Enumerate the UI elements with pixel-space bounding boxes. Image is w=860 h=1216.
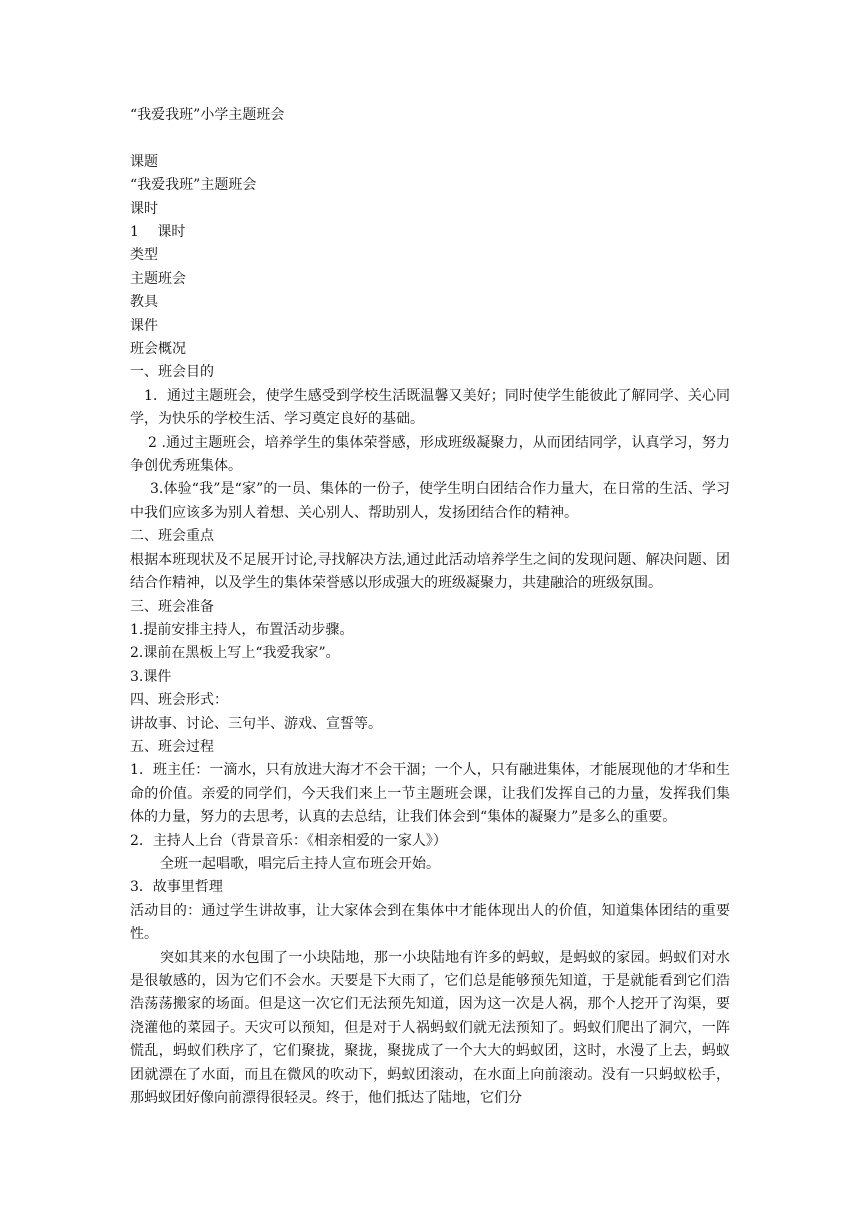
section-2-paragraph: 根据本班现状及不足展开讨论,寻找解决方法,通过此活动培养学生之间的发现问题、解决问题、团结合作精神，以及学生的集体荣誉感以形成强大的班级凝聚力，共建融洽的班级氛围。 xyxy=(130,551,730,592)
section-3-heading: 三、班会准备 xyxy=(130,598,214,615)
section-5-step-3: 3．故事里哲理 xyxy=(130,879,223,896)
keshi-value: 1 课时 xyxy=(130,224,186,241)
leixing-label: 类型 xyxy=(130,247,158,264)
section-5-story: 突如其来的水包围了一小块陆地，那一小块陆地有许多的蚂蚁，是蚂蚁的家园。蚂蚁们对水是很敏感的，因为它们不会水。天要是下大雨了，它们总是能够预先知道，于是就能看到它们浩浩荡荡搬家的场面。但是这一次它们无法预先知道，因为这一次是人祸，那个人挖开了沟渠，要浇灌他的菜园子。天灾可以预知，但是对于人祸蚂蚁们就无法预知了。蚂蚁们爬出了洞穴，一阵慌乱，蚂蚁们秩序了，它们聚拢，聚拢，聚拢成了一个大大的蚂蚁团，这时，水漫了上去，蚂蚁团就漂在了水面，而且在微风的吹动下，蚂蚁团滚动，在水面上向前滚动。没有一只蚂蚁松手，那蚂蚁团好像向前漂得很轻灵。终于，他们抵达了陆地，它们分 xyxy=(130,949,730,1107)
section-5-step-2-detail: 全班一起唱歌，唱完后主持人宣布班会开始。 xyxy=(160,855,440,872)
section-3-item-1: 1.提前安排主持人，布置活动步骤。 xyxy=(130,621,354,638)
section-3-item-3: 3.课件 xyxy=(130,668,172,685)
overview-heading: 班会概况 xyxy=(130,341,186,358)
section-3-item-2: 2.课前在黑板上写上“我爱我家”。 xyxy=(130,645,340,662)
leixing-value: 主题班会 xyxy=(130,270,186,287)
section-5-step-3-purpose: 活动目的：通过学生讲故事，让大家体会到在集体中才能体现出人的价值，知道集体团结的重要性。 xyxy=(130,902,730,943)
jiaoju-label: 教具 xyxy=(130,294,158,311)
section-1-heading: 一、班会目的 xyxy=(130,364,214,381)
section-5-step-2: 2．主持人上台（背景音乐：《相亲相爱的一家人》） xyxy=(130,832,447,849)
section-4-paragraph: 讲故事、讨论、三句半、游戏、宣誓等。 xyxy=(130,715,382,732)
keti-value: “我爱我班”主题班会 xyxy=(130,177,257,194)
section-5-heading: 五、班会过程 xyxy=(130,738,214,755)
document-page xyxy=(130,104,730,1110)
keshi-label: 课时 xyxy=(130,200,158,217)
keti-label: 课题 xyxy=(130,153,158,170)
doc-title: “我爱我班”小学主题班会 xyxy=(130,107,285,123)
section-1-item-3: 3.体验“我”是“家”的一员、集体的一份子，使学生明白团结合作力量大，在日常的生活、学习中我们应该多为别人着想、关心别人、帮助别人，发扬团结合作的精神。 xyxy=(130,481,730,521)
section-2-heading: 二、班会重点 xyxy=(130,528,214,545)
jiaoju-value: 课件 xyxy=(130,317,158,334)
section-4-heading: 四、班会形式： xyxy=(130,692,228,709)
section-1-item-1: 1．通过主题班会，使学生感受到学校生活既温馨又美好；同时使学生能彼此了解同学、关心同学，为快乐的学校生活、学习奠定良好的基础。 xyxy=(130,387,730,428)
section-1-item-2: 2 .通过主题班会，培养学生的集体荣誉感，形成班级凝聚力，从而团结同学，认真学习，努力争创优秀班集体。 xyxy=(130,434,730,475)
section-5-step-1: 1．班主任：一滴水，只有放进大海才不会干涸；一个人，只有融进集体，才能展现他的才华和生命的价值。亲爱的同学们，今天我们来上一节主题班会课，让我们发挥自己的力量，发挥我们集体的力量，努力的去思考，认真的去总结，让我们体会到“集体的凝聚力”是多么的重要。 xyxy=(130,762,730,826)
blank-line xyxy=(130,127,730,150)
